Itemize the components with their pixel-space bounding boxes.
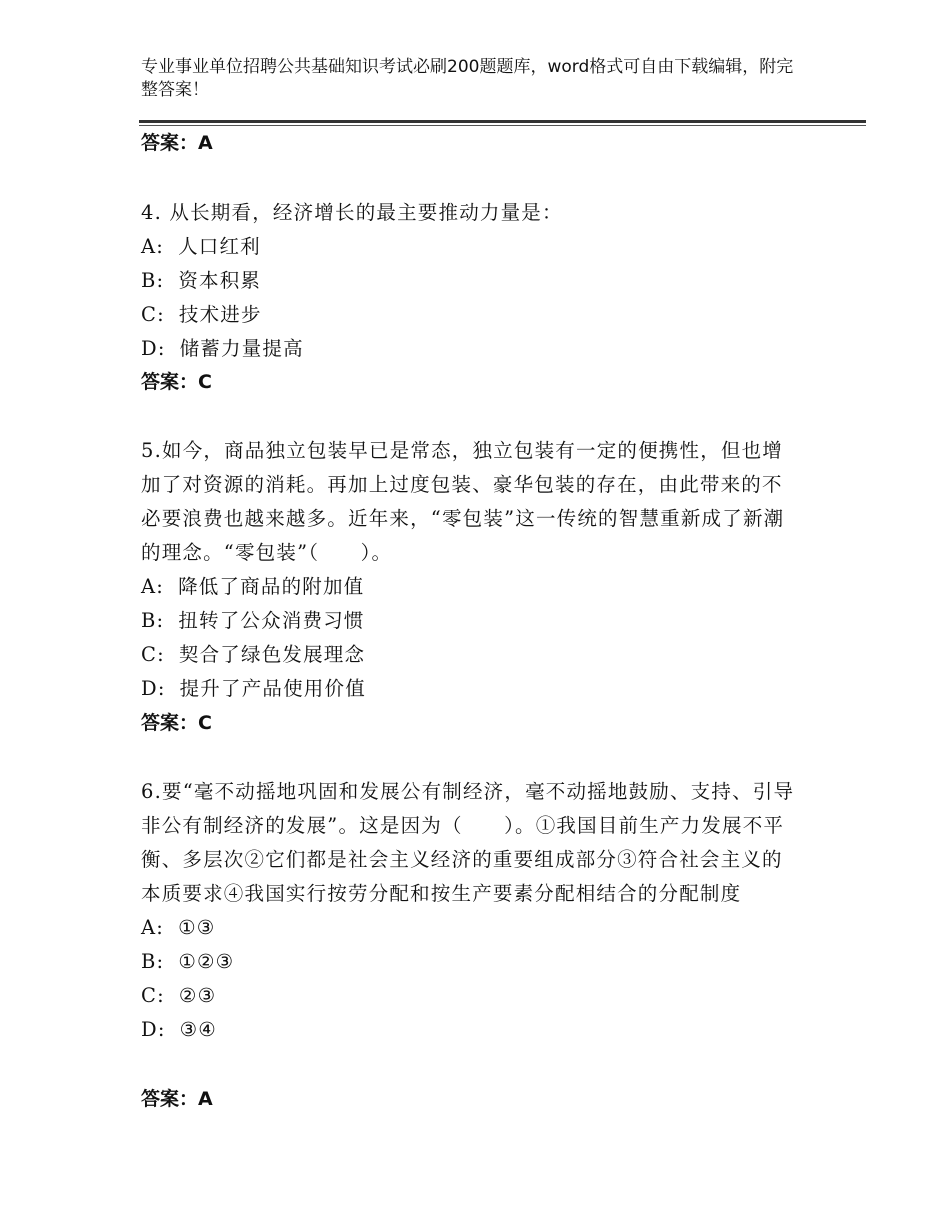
option-key: C: bbox=[141, 984, 165, 1007]
option-key: D: bbox=[141, 337, 166, 360]
option-b bbox=[141, 945, 801, 979]
option-text: 降低了商品的附加值 bbox=[178, 575, 365, 598]
option-text: 人口红利 bbox=[178, 235, 261, 258]
option-a bbox=[141, 570, 801, 604]
option-text: 资本积累 bbox=[178, 269, 262, 292]
option-key: D: bbox=[141, 677, 166, 700]
option-d bbox=[141, 332, 801, 366]
option-key: C: bbox=[141, 643, 165, 666]
answer-line-prev bbox=[141, 131, 213, 155]
option-c bbox=[141, 979, 801, 1013]
question-stem: 6.要“毫不动摇地巩固和发展公有制经济，毫不动摇地鼓励、支持、引导非公有制经济的发展”。这是因为（ ）。①我国目前生产力发展不平衡、多层次②它们都是社会主义经济的重要组成部分③符合社会主义的本质要求④我国实行按劳分配和按生产要素分配相结合的分配制度 bbox=[141, 780, 795, 905]
answer-line-4 bbox=[141, 370, 212, 394]
answer-label: 答案： bbox=[141, 371, 199, 393]
option-key: B: bbox=[141, 609, 165, 632]
option-text: 扭转了公众消费习惯 bbox=[178, 609, 365, 632]
option-text: 技术进步 bbox=[178, 303, 262, 326]
option-text: 契合了绿色发展理念 bbox=[178, 643, 366, 666]
option-a bbox=[141, 911, 801, 945]
option-text: ②③ bbox=[178, 984, 217, 1007]
option-key: A: bbox=[141, 235, 165, 258]
page-header: 专业事业单位招聘公共基础知识考试必刷200题题库，word格式可自由下载编辑，附完整答案！ bbox=[141, 57, 794, 100]
question-stem: 5.如今，商品独立包装早已是常态，独立包装有一定的便携性，但也增加了对资源的消耗。再加上过度包装、豪华包装的存在，由此带来的不必要浪费也越来越多。近年来，“零包装”这一传统的智慧重新成了新潮的理念。“零包装”（ ）。 bbox=[141, 439, 785, 564]
question-4 bbox=[141, 196, 801, 366]
option-text: ①③ bbox=[178, 916, 216, 939]
option-key: A: bbox=[141, 916, 165, 939]
option-a bbox=[141, 230, 801, 264]
option-d bbox=[141, 1013, 801, 1047]
answer-label: 答案： bbox=[141, 712, 199, 734]
option-text: 储蓄力量提高 bbox=[179, 337, 304, 360]
option-text: ①②③ bbox=[178, 950, 235, 973]
option-c bbox=[141, 298, 801, 332]
option-text: 提升了产品使用价值 bbox=[179, 677, 366, 700]
answer-label: 答案： bbox=[141, 132, 199, 154]
answer-value: A bbox=[198, 132, 213, 154]
answer-line-6 bbox=[141, 1087, 213, 1111]
answer-label: 答案： bbox=[141, 1088, 199, 1110]
option-key: C: bbox=[141, 303, 165, 326]
question-6 bbox=[141, 775, 801, 1047]
option-b bbox=[141, 604, 801, 638]
header-rule-thick bbox=[139, 120, 866, 123]
answer-value: A bbox=[198, 1088, 213, 1110]
option-b bbox=[141, 264, 801, 298]
option-text: ③④ bbox=[179, 1018, 217, 1041]
option-key: A: bbox=[141, 575, 165, 598]
question-5 bbox=[141, 434, 801, 706]
answer-line-5 bbox=[141, 711, 212, 735]
question-stem: 4. 从长期看，经济增长的最主要推动力量是： bbox=[141, 201, 563, 224]
option-d bbox=[141, 672, 801, 706]
header-rule-thin bbox=[139, 125, 866, 126]
option-c bbox=[141, 638, 801, 672]
option-key: D: bbox=[141, 1018, 166, 1041]
option-key: B: bbox=[141, 269, 165, 292]
answer-value: C bbox=[198, 712, 212, 734]
option-key: B: bbox=[141, 950, 165, 973]
answer-value: C bbox=[198, 371, 212, 393]
